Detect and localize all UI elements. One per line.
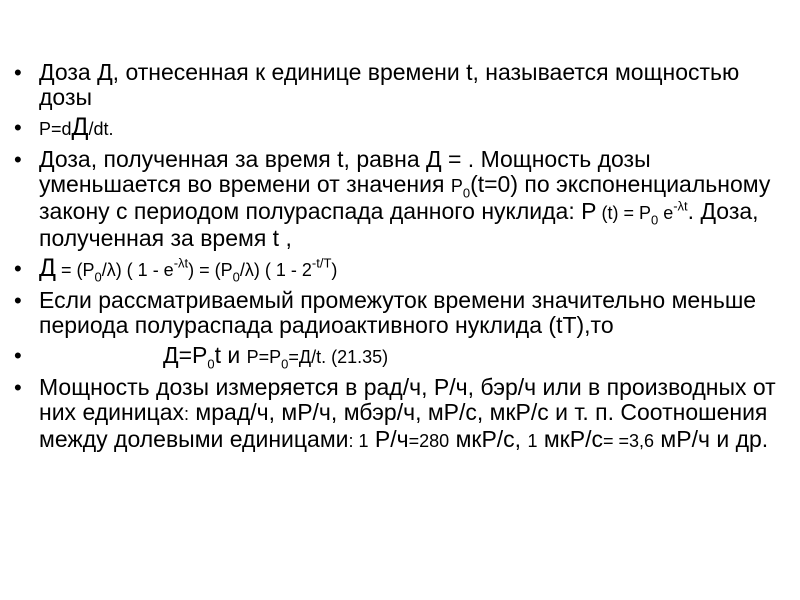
formula-part: e [658,203,674,223]
formula-part: P=P [246,347,282,367]
formula-part: P=d [39,119,72,139]
formula-part: : [184,404,190,424]
formula-part: Р [581,198,597,224]
formula-part: 1 [353,431,369,451]
bullet-text: Если рассматриваемый промежуток времени значительно меньше периода полураспада радиоактивного нуклида (tT),то [39,287,757,338]
subscript: 0 [462,185,471,201]
bullet-formula-p-ddt [14,115,784,142]
bullet-text: мкР/с [537,426,603,452]
formula-part: Д [39,254,56,282]
superscript: -λt [173,255,189,271]
formula-part: /λ) ( 1 - e [101,260,174,280]
subscript: 0 [94,269,102,285]
bullet-dose-rate-definition [14,60,784,110]
formula-part: ) [331,260,338,280]
formula-part: /t. (21.35) [311,347,389,367]
formula-part: /dt. [88,119,114,139]
superscript: -t/T [311,255,332,271]
formula-part: 1 [527,431,538,451]
bullet-text: (t=0) по экспоненциальному закону с периодом полураспада данного нуклида: [39,171,771,224]
bullet-dose-rate-units [14,375,784,454]
bullet-list [14,60,784,459]
bullet-formula-21-35 [14,343,784,370]
subscript: 0 [650,212,659,228]
formula-part: /λ) ( 1 - 2 [239,260,312,280]
bullet-short-interval [14,288,784,338]
bullet-text: мкР/с, [449,426,528,452]
formula-part: t и [214,342,247,368]
formula-part: Д=P [163,342,208,368]
subscript: 0 [207,356,215,372]
bullet-text: Доза, полученная за время t, равна Д = . Мощность дозы уменьшается во времени от значения [39,146,651,197]
bullet-dose-over-time [14,147,784,251]
bullet-text: Мощность дозы измеряется в рад/ч, Р/ч, бэр/ч или в производных от них единицах [39,374,776,425]
formula-part: =Д [288,347,312,367]
bullet-text: мрад/ч, мР/ч, мбэр/ч, мР/с, мкР/с и т. п. Соотношения между долевыми единицами [39,399,768,452]
subscript: 0 [232,269,240,285]
formula-part: Д [71,113,89,141]
bullet-text: . Доза, полученная за время t , [39,198,759,251]
formula-part: =280 [408,431,450,451]
subscript: 0 [281,356,289,372]
formula-part: = (P [55,260,95,280]
formula-part: (t) = P [596,203,651,223]
bullet-text: Р/ч [368,426,409,452]
bullet-text: мР/ч и др. [654,426,769,452]
formula-part: : [348,431,354,451]
formula-part: ) = (P [188,260,233,280]
formula-part: = =3,6 [602,431,655,451]
superscript: -λt [673,198,688,214]
formula-line [39,343,388,370]
formula-part: P [450,176,463,196]
bullet-dose-formula [14,256,784,283]
bullet-text: Доза Д, отнесенная к единице времени t, называется мощностью дозы [39,59,740,110]
